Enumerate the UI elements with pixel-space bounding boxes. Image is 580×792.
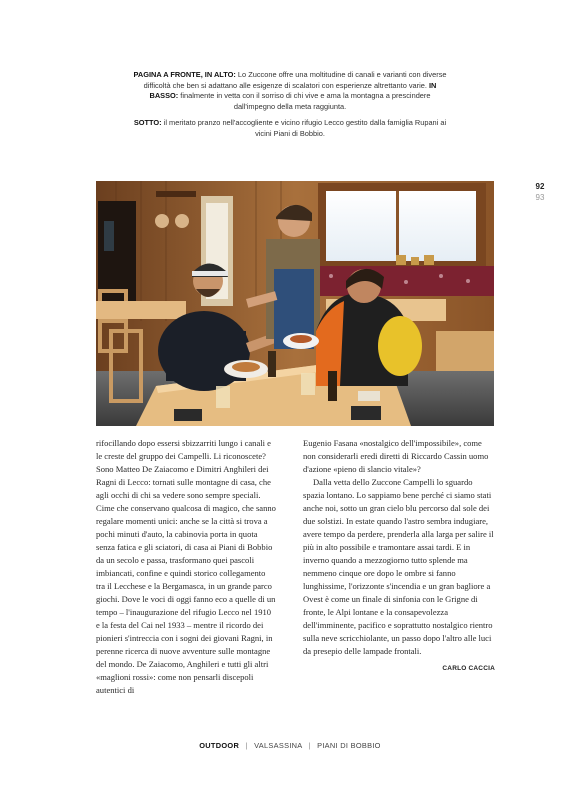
article-paragraph: Dalla vetta dello Zuccone Campelli lo sguardo spazia lontano. Lo sappiamo bene perché ci siamo stati anche noi, sotto un gran cielo blu percorso dal sole dei due solstizi. In estate quando l'astro sembra indugiare, avere tempo da perdere, prenderla alla larga per salire il più in alto possibile e tramontare assai tardi. E in inverno quando a mezzogiorno tutto splende ma nemmeno cinque ore dopo le ombre si fanno lunghissime, l'orizzonte s'incendia e un gran bagliore a Ovest è come un finale di sinfonia con le Grigne di fronte, le Alpi lontane e la consapevolezza dell'imminente, pacifico e soprattutto nostalgico rientro sulla neve scricchiolante, un passo dopo l'altro alle luci da presepio delle lampade frontali. [303,477,494,656]
rifugio-lunch-photo [96,181,494,426]
footer-brand: OUTDOOR [199,741,240,750]
article-paragraph: Eugenio Fasana «nostalgico dell'impossibile», come non considerarli eredi diretti di Riccardo Cassin uomo d'azione «pieno di slancio vitale»? [303,438,489,474]
page-numbers [528,181,552,203]
photo-illustration [96,181,494,426]
page-number-next: 93 [535,193,545,202]
article-column-left [96,437,276,697]
footer-separator: | [245,741,248,750]
article-column-right [303,437,495,675]
author-signature: CARLO CACCIA [442,665,495,672]
article-paragraph: rifocillando dopo essersi sbizzarriti lungo i canali e le creste del gruppo dei Campelli. Li riconoscete? Sono Matteo De Zaiacomo e Dimitri Anghileri dei Ragni di Lecco: tornati sulle montagne di casa, che agli occhi di chi sa vedere sono sempre speciali. Cime che conservano qualcosa di magico, che sanno regalare momenti unici: anche se la città si trova a pochi minuti d'auto, la cabinovia porta in quota senza fatica e gli sciatori, di casa ai Piani di Bobbio da un secolo e passa, trasformano quei pascoli imbiancati, confine e quindi storico collegamento tra il Lecchese e la Bergamasca, in un grande parco giochi. Dove le voci di oggi fanno eco a quelle di un tempo – l'inaugurazione del rifugio Lecco nel 1910 e la festa del Cai nel 1933 – mentre il ricordo dei pionieri s'intreccia con i sogni dei giovani Ragni, in perenne ricerca di nuove avventure sulle montagne del mondo. De Zaiacomo, Anghileri e tutti gli altri «maglioni rossi»: come non pensarli discepoli autentici di [96,438,276,695]
footer-place: PIANI DI BOBBIO [317,741,381,750]
page-number-current: 92 [535,182,545,191]
footer-section: VALSASSINA [254,741,303,750]
footer-separator: | [308,741,311,750]
page-footer [0,741,580,750]
caption-under: SOTTO: il meritato pranzo nell'accogliente e vicino rifugio Lecco gestito dalla famiglia Rupani ai vicini Piani di Bobbio. [133,118,447,138]
photo-captions [130,70,450,146]
caption-top: PAGINA A FRONTE, IN ALTO: Lo Zuccone offre una moltitudine di canali e varianti con diverse difficoltà che ben si adattano alle esigenze di scalatori con esperienze altrettanto varie. IN BASSO: finalmente in vetta con il sorriso di chi vive e ama la montagna a prescindere dall'impegno della meta raggiunta. [133,70,447,111]
